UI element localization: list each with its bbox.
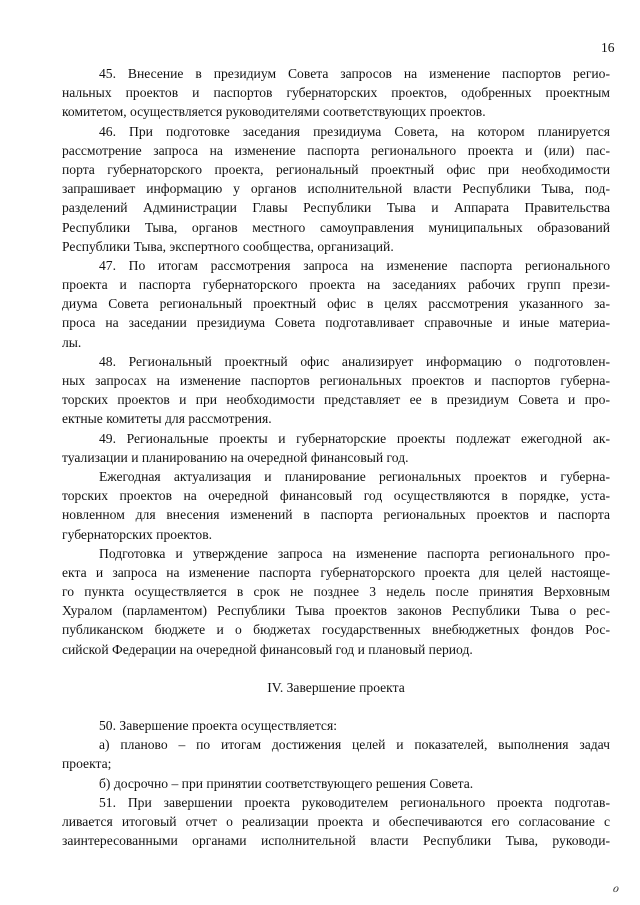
text-line: 45. Внесение в президиум Совета запросов на изменение паспортов регио- [99,66,610,81]
text-line: нальных проектов и паспортов губернаторских проектов, одобренных проектным [62,85,610,101]
text-line: порта губернаторского проекта, региональный проектный офис при необходимости [62,161,610,177]
text-line: торских проектов на очередной финансовый год осуществляются в порядке, уста- [62,488,610,504]
text-line: Республики Тыва, экспертного сообщества, организаций. [62,238,394,254]
text-line: рассмотрение запроса на изменение паспорта регионального проекта и (или) пас- [62,142,610,158]
spacer [62,659,610,678]
text-line: ектные комитеты для рассмотрения. [62,411,272,427]
text-line: а) планово – по итогам достижения целей и показателей, выполнения задач [99,737,610,753]
text-line: диума Совета региональный проектный офис в целях рассмотрения указанного за- [62,296,610,312]
text-line: 47. По итогам рассмотрения запроса на изменение паспорта регионального [99,257,610,273]
page-number: 16 [601,40,615,55]
text-line: Хуралом (парламентом) Республики Тыва проектов законов Республики Тыва о рес- [62,603,610,619]
text-line: Подготовка и утверждение запроса на изменение паспорта регионального про- [99,545,610,561]
text-line: ливается итоговый отчет о реализации проекта и обеспечиваются его согласование с [62,813,610,829]
text-line: ных запросах на изменение паспортов региональных проектов и паспортов губерна- [62,373,610,388]
text-line: проекта; [62,756,112,772]
text-line: 46. При подготовке заседания президиума Совета, на котором планируется [99,123,610,139]
text-line: проса на заседании президиума Совета подготавливает справочные и иные материа- [62,315,610,331]
text-line: сийской Федерации на очередной финансовый год и плановый период. [62,641,473,657]
text-line: торских проектов и при необходимости представляет ее в президиум Совета и про- [62,392,610,408]
text-line: заинтересованными органами исполнительной власти Республики Тыва, руководи- [62,833,610,849]
text-block-after-heading [62,716,610,850]
spacer [62,697,610,716]
text-line: комитетом, осуществляется руководителями соответствующих проектов. [62,104,486,120]
text-line: Ежегодная актуализация и планирование региональных проектов и губерна- [99,468,610,484]
text-line: Республики Тыва, органов местного самоуправления муниципальных образований [62,219,610,235]
text-line: екта и запроса на изменение паспорта губернаторского проекта для целей настояще- [62,564,610,580]
text-line: го пункта осуществляется в срок не позднее 3 недель после принятия Верховным [62,584,610,600]
handwritten-mark: ℴ [612,881,619,896]
text-line: 49. Региональные проекты и губернаторские проекты подлежат ежегодной ак- [99,430,610,446]
text-line: разделений Администрации Главы Республики Тыва и Аппарата Правительства [62,200,610,216]
text-line: новленном для внесения изменений в паспорта региональных проектов и паспорта [62,507,610,523]
text-line: 50. Завершение проекта осуществляется: [99,718,337,733]
document-body [62,64,610,850]
text-line: 48. Региональный проектный офис анализирует информацию о подготовлен- [99,353,610,369]
text-line: запрашивает информацию у органов исполнительной власти Республики Тыва, под- [62,181,610,197]
text-line: туализации и планированию на очередной финансовый год. [62,449,409,465]
section-heading: IV. Завершение проекта [267,679,405,695]
text-line: 51. При завершении проекта руководителем регионального проекта подготав- [99,794,610,810]
text-line: лы. [62,334,82,350]
text-line: публиканском бюджете и о бюджетах государственных внебюджетных фондов Рос- [62,622,610,638]
text-line: губернаторских проектов. [62,526,213,542]
text-line: б) досрочно – при принятии соответствующего решения Совета. [99,775,474,791]
text-line: проекта и паспорта губернаторского проекта на заседаниях рабочих групп прези- [62,277,610,293]
text-block-before-heading [62,64,610,659]
